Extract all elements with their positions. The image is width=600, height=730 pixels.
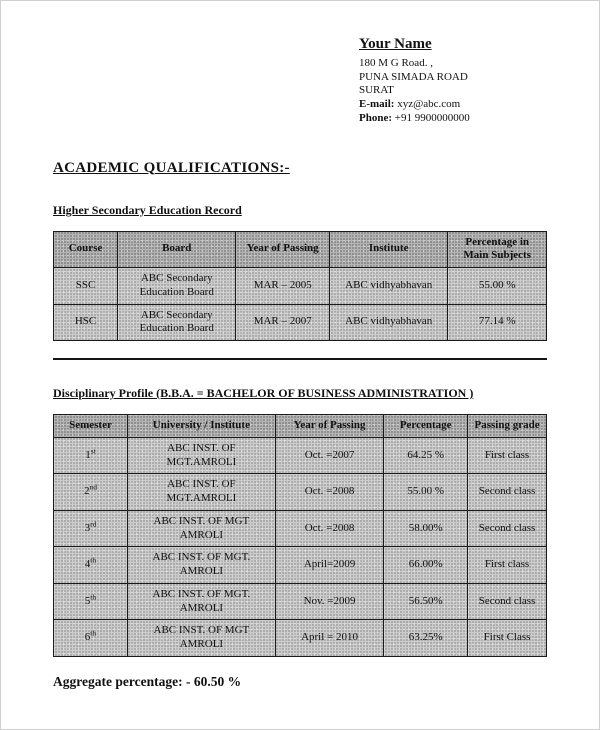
phone-value: +91 9900000000 (394, 111, 470, 124)
ordinal-suffix: th (90, 591, 97, 601)
ordinal-suffix: rd (90, 518, 97, 528)
table-row (54, 268, 547, 305)
semester-cell: 6th (54, 620, 128, 657)
year-cell: Oct. =2008 (275, 510, 383, 547)
content (53, 160, 547, 690)
hse-header-course: Course (54, 231, 118, 268)
semester-table (53, 414, 547, 657)
year-cell: Oct. =2007 (275, 437, 383, 474)
table-row (54, 437, 547, 474)
hse-header-row (54, 231, 547, 268)
section-divider (53, 358, 547, 360)
semester-cell: 2nd (54, 474, 128, 511)
hse-record-heading: Higher Secondary Education Record (53, 202, 242, 217)
email-label: E-mail: (359, 98, 395, 110)
sem-header-institute: University / Institute (127, 415, 275, 438)
sem-header-grade: Passing grade (468, 415, 547, 438)
grade-cell: First Class (468, 620, 547, 657)
institute-cell: ABC INST. OF MGT.AMROLI (127, 437, 275, 474)
semester-cell: 3rd (54, 510, 128, 547)
institute-cell: ABC INST. OF MGT AMROLI (127, 620, 275, 657)
disciplinary-heading: Disciplinary Profile (B.B.A. = BACHELOR OF BUSINESS ADMINISTRATION ) (53, 386, 474, 400)
ordinal-suffix: st (90, 445, 96, 455)
year-cell: April=2009 (275, 547, 383, 584)
semester-cell: 1st (54, 437, 128, 474)
percentage-cell: 66.00% (384, 547, 468, 584)
sem-header-semester: Semester (54, 415, 128, 438)
table-row (54, 304, 547, 341)
year-cell: Oct. =2008 (275, 474, 383, 511)
table-row (54, 620, 547, 657)
hse-cell: 55.00 % (448, 268, 547, 305)
semester-cell: 5th (54, 583, 128, 620)
grade-cell: Second class (468, 583, 547, 620)
hse-cell: MAR – 2005 (236, 268, 330, 305)
institute-cell: ABC INST. OF MGT AMROLI (127, 510, 275, 547)
hse-header-institute: Institute (330, 231, 448, 268)
table-row (54, 474, 547, 511)
grade-cell: First class (468, 547, 547, 584)
ordinal-suffix: nd (89, 482, 97, 492)
percentage-cell: 63.25% (384, 620, 468, 657)
institute-cell: ABC INST. OF MGT. AMROLI (127, 583, 275, 620)
phone-label: Phone: (359, 111, 392, 124)
sem-header-percentage: Percentage (384, 415, 468, 438)
year-cell: Nov. =2009 (275, 583, 383, 620)
hse-cell: ABC Secondary Education Board (118, 268, 236, 305)
ordinal-suffix: th (90, 628, 97, 638)
table-row (54, 583, 547, 620)
hse-header-board: Board (118, 231, 236, 268)
hse-header-year: Year of Passing (236, 231, 330, 268)
year-cell: April = 2010 (275, 620, 383, 657)
address-line-1: 180 M G Road. , (359, 56, 433, 69)
hse-header-percentage: Percentage in Main Subjects (448, 231, 547, 268)
percentage-cell: 58.00% (384, 510, 468, 547)
institute-cell: ABC INST. OF MGT. AMROLI (127, 547, 275, 584)
hse-cell: ABC Secondary Education Board (118, 304, 236, 341)
percentage-cell: 55.00 % (384, 474, 468, 511)
percentage-cell: 56.50% (384, 583, 468, 620)
aggregate-percentage: Aggregate percentage: - 60.50 % (53, 673, 242, 689)
table-row (54, 547, 547, 584)
ordinal-suffix: th (90, 555, 97, 565)
hse-cell: 77.14 % (448, 304, 547, 341)
address-line-2: PUNA SIMADA ROAD (359, 70, 468, 83)
address-line-3: SURAT (359, 84, 394, 97)
hse-cell: SSC (54, 268, 118, 305)
percentage-cell: 64.25 % (384, 437, 468, 474)
email-line (359, 98, 599, 112)
sem-header-year: Year of Passing (275, 415, 383, 438)
semester-cell: 4th (54, 547, 128, 584)
semester-header-row (54, 415, 547, 438)
grade-cell: Second class (468, 510, 547, 547)
table-row (54, 510, 547, 547)
email-value: xyz@abc.com (397, 98, 461, 110)
grade-cell: First class (468, 437, 547, 474)
hse-cell: MAR – 2007 (236, 304, 330, 341)
main-heading: ACADEMIC QUALIFICATIONS:- (53, 159, 290, 176)
contact-block (359, 35, 599, 126)
institute-cell: ABC INST. OF MGT.AMROLI (127, 474, 275, 511)
hse-table (53, 231, 547, 342)
phone-line (359, 112, 599, 126)
hse-cell: HSC (54, 304, 118, 341)
contact-name: Your Name (359, 36, 432, 52)
hse-cell: ABC vidhyabhavan (330, 304, 448, 341)
grade-cell: Second class (468, 474, 547, 511)
hse-cell: ABC vidhyabhavan (330, 268, 448, 305)
